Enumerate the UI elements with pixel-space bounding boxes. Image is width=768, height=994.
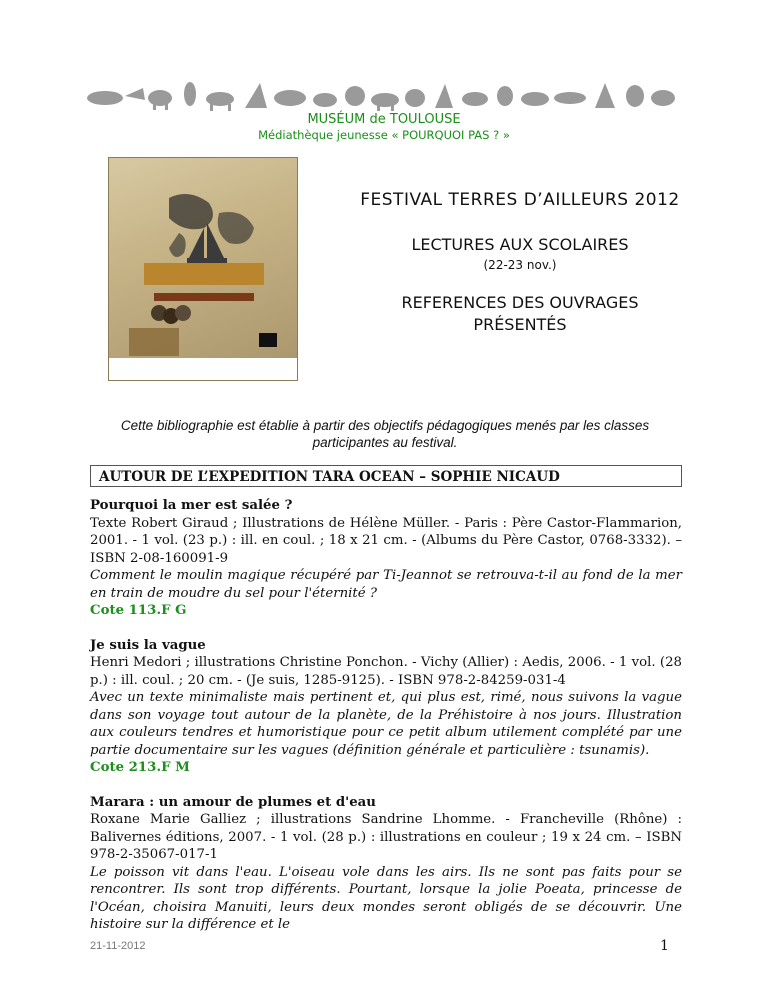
book-entry (90, 497, 682, 620)
poster-artwork (109, 158, 297, 380)
book-details: Roxane Marie Galliez ; illustrations Sandrine Lhomme. - Francheville (Rhône) : Balivernes éditions, 2007. - 1 vol. (28 p.) : illustrations en couleur ; 19 x 24 cm. – ISBN 978-2-35067-017-1 (90, 812, 682, 862)
book-entry (90, 794, 682, 934)
festival-title: FESTIVAL TERRES D’AILLEURS 2012 (360, 190, 680, 210)
references-heading (320, 292, 720, 336)
book-summary: Avec un texte minimaliste mais pertinent et, qui plus est, rimé, nous suivons la vague dans son voyage tout autour de la planète, de la Préhistoire à nos jours. Illustration aux couleurs tendres et humoristique pour ce petit album utilement complété par une partie documentaire sur les vagues (définition générale et particulière : tsunamis). (90, 690, 682, 758)
book-entry (90, 637, 682, 777)
bibliography-intro: Cette bibliographie est établie à partir des objectifs pédagogiques menés par les classes participantes au festival. (120, 418, 650, 450)
book-title: Marara : un amour de plumes et d'eau (90, 794, 376, 810)
section-heading: AUTOUR DE L’EXPEDITION TARA OCEAN – SOPHIE NICAUD (90, 465, 682, 487)
page-number: 1 (660, 938, 669, 954)
book-cote: Cote 113.F G (90, 603, 187, 618)
book-summary: Comment le moulin magique récupéré par Ti-Jeannot se retrouva-t-il au fond de la mer en train de moudre du sel pour l'éternité ? (90, 568, 682, 601)
book-summary: Le poisson vit dans l'eau. L'oiseau vole dans les airs. Ils ne sont pas faits pour se rencontrer. Ils sont trop différents. Pourtant, lorsque la jolie Poeata, princesse de l'Océan, choisira Manuiti, leurs deux mondes seront obligés de se découvrir. Une histoire sur la différence et le (90, 864, 682, 932)
animal-frieze-banner (85, 78, 685, 112)
book-title: Je suis la vague (90, 637, 206, 653)
bibliography-entries (90, 497, 682, 951)
book-title: Pourquoi la mer est salée ? (90, 498, 293, 513)
sponsor-logos-strip (109, 358, 297, 380)
lectures-dates: (22-23 nov.) (483, 258, 557, 272)
festival-poster-image (108, 157, 298, 381)
museum-title: MUSÉUM de TOULOUSE (307, 112, 461, 127)
footer-date: 21-11-2012 (90, 940, 146, 952)
lectures-heading: LECTURES AUX SCOLAIRES (411, 235, 629, 254)
book-cote: Cote 213.F M (90, 760, 190, 775)
book-details: Henri Medori ; illustrations Christine Ponchon. - Vichy (Allier) : Aedis, 2006. - 1 vol. (28 p.) : ill. coul. ; 20 cm. - (Je suis, 1285-9125). - ISBN 978-2-84259-031-4 (90, 655, 682, 688)
book-details: Texte Robert Giraud ; Illustrations de Hélène Müller. - Paris : Père Castor-Flammarion, 2001. - 1 vol. (23 p.) : ill. en coul. ; 18 x 21 cm. - (Albums du Père Castor, 0768-3332). – ISBN 2-08-160091-9 (90, 515, 682, 566)
references-heading-line1: REFERENCES DES OUVRAGES (401, 293, 639, 312)
mediatheque-subtitle: Médiathèque jeunesse « POURQUOI PAS ? » (258, 128, 510, 142)
references-heading-line2: PRÉSENTÉS (473, 315, 567, 334)
